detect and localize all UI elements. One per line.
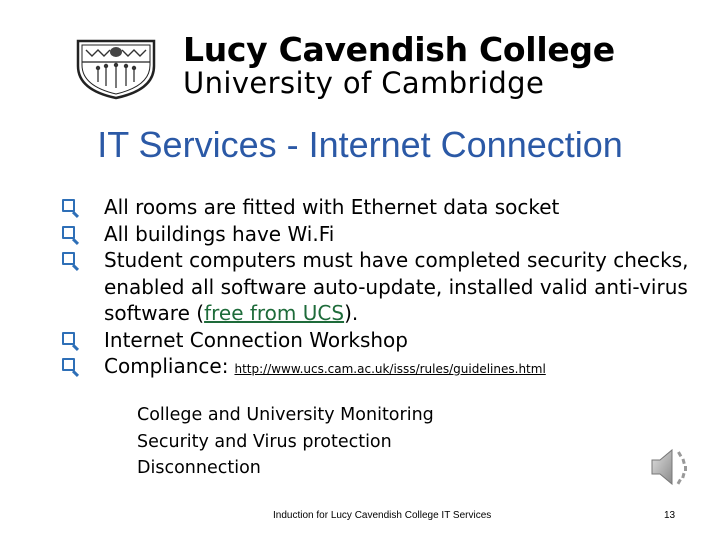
slide-title: IT Services - Internet Connection: [97, 124, 623, 165]
subitem: College and University Monitoring: [137, 405, 434, 425]
checkbox-bullet-icon: [62, 252, 75, 265]
speaker-audio-icon[interactable]: [648, 444, 696, 490]
compliance-guidelines-link[interactable]: http://www.ucs.cam.ac.uk/isss/rules/guidelines.html: [234, 362, 546, 376]
bullet-text: All buildings have Wi.Fi: [104, 221, 335, 246]
free-from-ucs-link[interactable]: free from UCS: [204, 301, 345, 325]
subitem: Security and Virus protection: [137, 431, 392, 452]
bullet-text: All rooms are fitted with Ethernet data socket: [104, 195, 560, 219]
bullet-item: [60, 327, 700, 354]
bullet-text-end: ).: [344, 301, 359, 325]
bullet-text: Compliance:: [104, 354, 229, 378]
checkbox-bullet-icon: [62, 332, 75, 345]
bullet-item: [60, 221, 700, 248]
page-number: 13: [664, 510, 676, 521]
compliance-subitems: [137, 402, 434, 482]
checkbox-bullet-icon: [62, 226, 75, 239]
bullet-text: Student computers must have completed security checks, enabled all software auto-update, installed valid anti-virus software (: [104, 248, 689, 325]
bullet-item: [60, 353, 700, 383]
subitem: Disconnection: [137, 458, 261, 478]
checkbox-bullet-icon: [62, 199, 75, 212]
bullet-item: [60, 247, 700, 327]
bullet-list: [60, 194, 700, 383]
checkbox-bullet-icon: [62, 358, 75, 371]
college-name: Lucy Cavendish College: [183, 30, 615, 69]
university-name: University of Cambridge: [183, 66, 545, 100]
bullet-item: [60, 194, 700, 221]
bullet-text: Internet Connection Workshop: [104, 327, 408, 352]
footer-text: Induction for Lucy Cavendish College IT Services: [273, 510, 492, 521]
college-crest-icon: [72, 38, 160, 100]
